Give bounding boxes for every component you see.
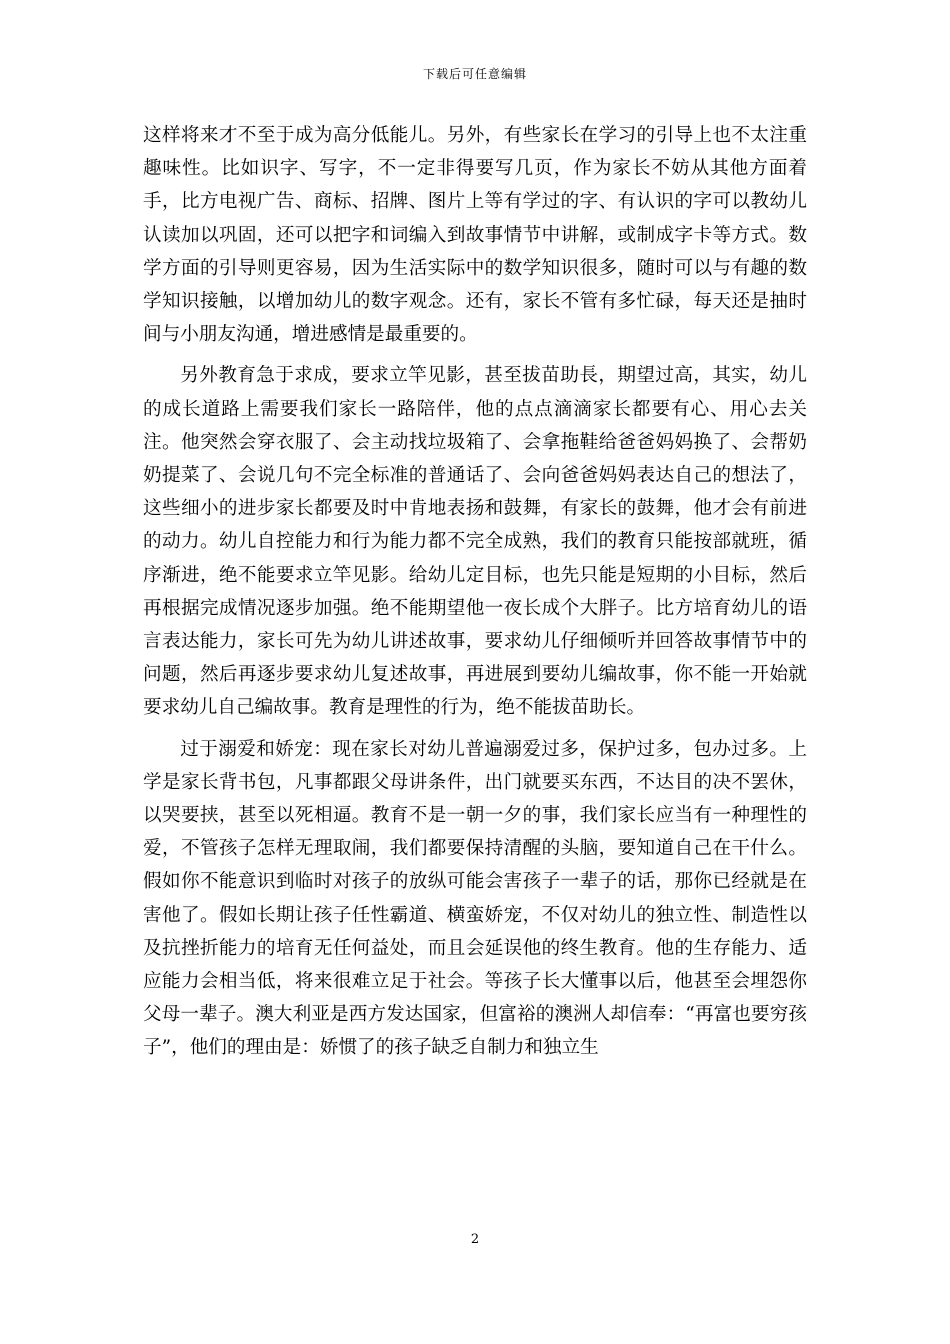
paragraph-3: 过于溺爱和娇宠：现在家长对幼儿普遍溺爱过多，保护过多，包办过多。上学是家长背书包，凡事都跟父母讲条件，出门就要买东西，不达目的决不罢休，以哭要挟，甚至以死相逼。教育不是一朝一夕的事，我们家长应当有一种理性的爱，不管孩子怎样无理取闹，我们都要保持清醒的头脑，要知道自己在干什么。假如你不能意识到临时对孩子的放纵可能会害孩子一辈子的话，那你已经就是在害他了。假如长期让孩子任性霸道、横蛮娇宠，不仅对幼儿的独立性、制造性以及抗挫折能力的培育无任何益处，而且会延误他的终生教育。他的生存能力、适应能力会相当低，将来很难立足于社会。等孩子长大懂事以后，他甚至会埋怨你父母一辈子。澳大利亚是西方发达国家，但富裕的澳洲人却信奉：“再富也要穷孩子”，他们的理由是：娇惯了的孩子缺乏自制力和独立生: [143, 738, 807, 1059]
paragraph-1: 这样将来才不至于成为高分低能儿。另外，有些家长在学习的引导上也不太注重趣味性。比如识字、写字，不一定非得要写几页，作为家长不妨从其他方面着手，比方电视广告、商标、招牌、图片上等有学过的字、有认识的字可以教幼儿认读加以巩固，还可以把字和词编入到故事情节中讲解，或制成字卡等方式。数学方面的引导则更容易，因为生活实际中的数学知识很多，随时可以与有趣的数学知识接触，以增加幼儿的数字观念。还有，家长不管有多忙碌，每天还是抽时间与小朋友沟通，增进感情是最重要的。: [143, 125, 807, 346]
page-header: 下载后可任意编辑: [422, 67, 527, 81]
document-body: [143, 119, 807, 1073]
page-number: 2: [470, 1232, 480, 1247]
paragraph-2: 另外教育急于求成，要求立竿见影，甚至拔苗助長，期望过高，其实，幼儿的成长道路上需要我们家长一路陪伴，他的点点滴滴家长都要有心、用心去关注。他突然会穿衣服了、会主动找垃圾箱了、会拿拖鞋给爸爸妈妈换了、会帮奶奶提菜了、会说几句不完全标准的普通话了、会向爸爸妈妈表达自己的想法了，这些细小的进步家长都要及时中肯地表扬和鼓舞，有家长的鼓舞，他才会有前进的动力。幼儿自控能力和行为能力都不完全成熟，我们的教育只能按部就班，循序渐进，绝不能要求立竿见影。给幼儿定目标，也先只能是短期的小目标，然后再根据完成情况逐步加强。绝不能期望他一夜长成个大胖子。比方培育幼儿的语言表达能力，家长可先为幼儿讲述故事，要求幼儿仔细倾听并回答故事情节中的问题，然后再逐步要求幼儿复述故事，再进展到要幼儿编故事，你不能一开始就要求幼儿自己编故事。教育是理性的行为，绝不能拔苗助长。: [143, 365, 807, 719]
